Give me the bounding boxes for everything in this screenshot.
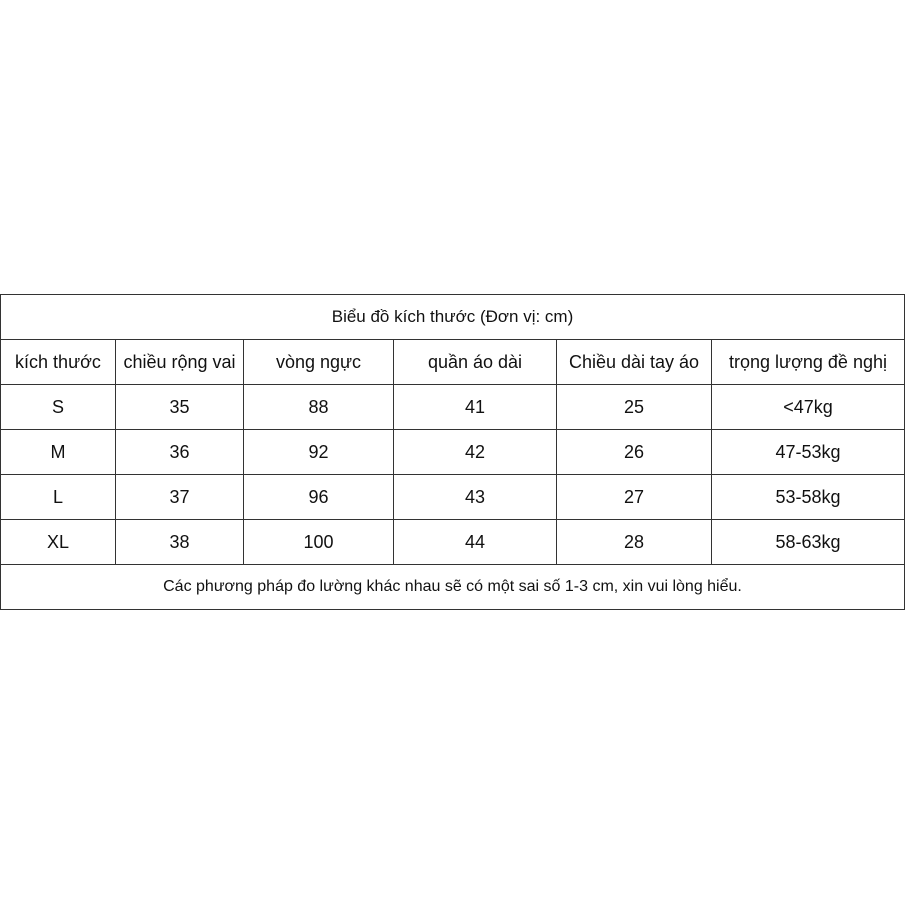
table-row [1, 385, 905, 430]
cell-length: 41 [394, 385, 557, 430]
cell-shoulder-width: 37 [116, 475, 244, 520]
cell-recommended-weight: 58-63kg [712, 520, 905, 565]
header-recommended-weight: trọng lượng đề nghị [712, 340, 905, 385]
cell-size: M [1, 430, 116, 475]
table-footer-note: Các phương pháp đo lường khác nhau sẽ có một sai số 1-3 cm, xin vui lòng hiểu. [1, 565, 905, 610]
cell-sleeve-length: 27 [557, 475, 712, 520]
cell-chest: 88 [244, 385, 394, 430]
table-header-row [1, 340, 905, 385]
cell-recommended-weight: <47kg [712, 385, 905, 430]
cell-recommended-weight: 47-53kg [712, 430, 905, 475]
cell-shoulder-width: 38 [116, 520, 244, 565]
table-row [1, 520, 905, 565]
cell-sleeve-length: 25 [557, 385, 712, 430]
cell-length: 42 [394, 430, 557, 475]
cell-chest: 92 [244, 430, 394, 475]
header-chest: vòng ngực [244, 340, 394, 385]
header-sleeve-length: Chiều dài tay áo [557, 340, 712, 385]
cell-chest: 96 [244, 475, 394, 520]
header-length: quần áo dài [394, 340, 557, 385]
table-title: Biểu đồ kích thước (Đơn vị: cm) [1, 295, 905, 340]
cell-length: 43 [394, 475, 557, 520]
cell-sleeve-length: 28 [557, 520, 712, 565]
cell-chest: 100 [244, 520, 394, 565]
cell-shoulder-width: 36 [116, 430, 244, 475]
cell-size: L [1, 475, 116, 520]
cell-recommended-weight: 53-58kg [712, 475, 905, 520]
cell-size: XL [1, 520, 116, 565]
table-footer-row [1, 565, 905, 610]
table-title-row [1, 295, 905, 340]
size-chart-table [0, 294, 905, 610]
cell-length: 44 [394, 520, 557, 565]
header-size: kích thước [1, 340, 116, 385]
cell-size: S [1, 385, 116, 430]
header-shoulder-width: chiều rộng vai [116, 340, 244, 385]
table-row [1, 430, 905, 475]
table-row [1, 475, 905, 520]
cell-shoulder-width: 35 [116, 385, 244, 430]
cell-sleeve-length: 26 [557, 430, 712, 475]
